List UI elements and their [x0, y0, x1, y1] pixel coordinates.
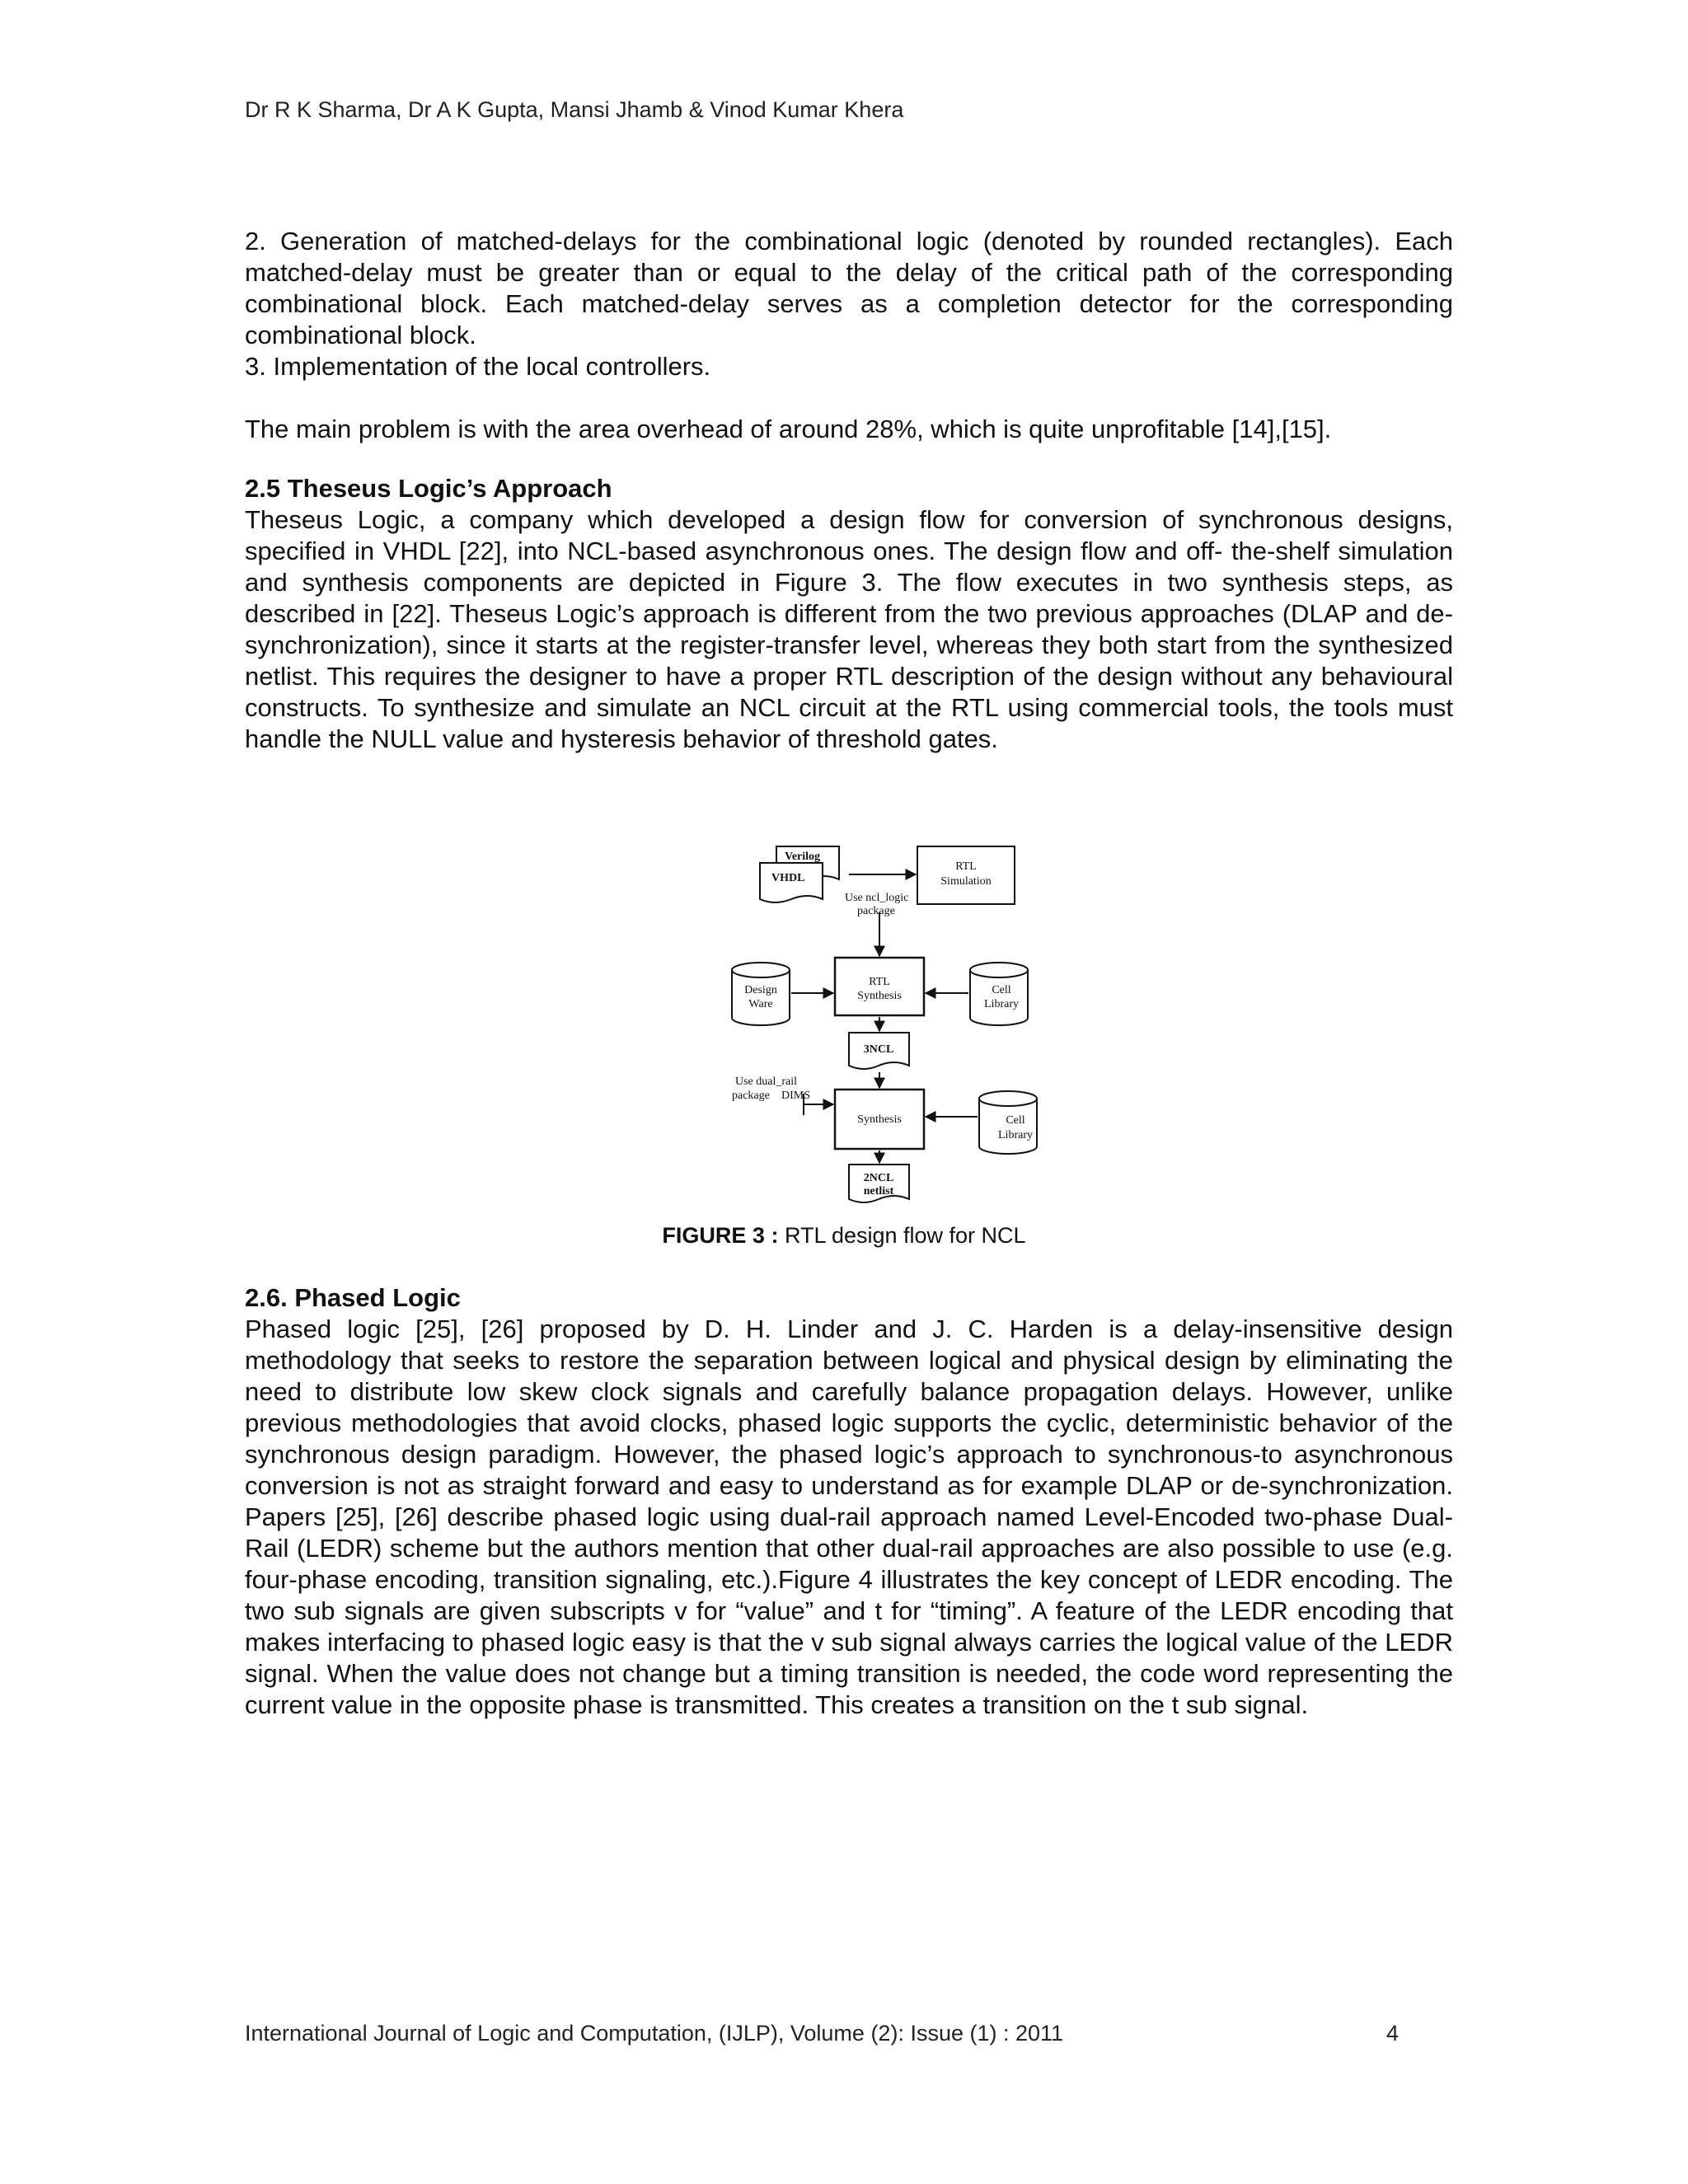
cell-library-a-label-2: Library: [984, 998, 1019, 1010]
figure-caption: [0, 1223, 1688, 1249]
rtl-synthesis-label-2: Synthesis: [857, 990, 902, 1002]
section-paragraph: Theseus Logic, a company which developed a design flow for conversion of synchronous designs, specified in VHDL [22], into NCL-based asynchronous ones. The design flow and off- the-shelf simulation and synthesis components are depicted in Figure 3. The flow executes in two synthesis steps, as described in [22]. Theseus Logic’s approach is different from the two previous approaches (DLAP and de-synchronization), since it starts at the register-transfer level, whereas they both start from the synthesized netlist. This requires the designer to have a proper RTL description of the design without any behavioural constructs. To synthesize and simulate an NCL circuit at the RTL using commercial tools, the tools must handle the NULL value and hysteresis behavior of threshold gates.: [245, 505, 1453, 753]
cell-library-a-label-1: Cell: [992, 984, 1011, 996]
vhdl-label: VHDL: [771, 872, 805, 884]
use-dual-rail-label-2: package: [732, 1090, 770, 1102]
use-dual-rail-label-1: Use dual_rail: [735, 1076, 798, 1088]
rtl-simulation-label-1: RTL: [955, 860, 977, 873]
use-ncl-label-1: Use ncl_logic: [845, 892, 909, 904]
figure-caption-label: FIGURE 3 :: [662, 1223, 779, 1248]
use-ncl-label-2: package: [857, 905, 895, 917]
ncl2-label-2: netlist: [863, 1185, 894, 1197]
ncl2-label-1: 2NCL: [863, 1172, 894, 1184]
list-item-2: 2. Generation of matched-delays for the combinational logic (denoted by rounded rectangles). Each matched-delay must be greater than or equal to the delay of the critical path of the corresponding combinational block. Each matched-delay serves as a completion detector for the corresponding combinational block.: [245, 227, 1453, 349]
list-item-3: 3. Implementation of the local controllers.: [245, 352, 711, 381]
design-ware-label-1: Design: [744, 984, 777, 996]
rtl-synthesis-label-1: RTL: [869, 976, 890, 988]
cell-library-b-label-1: Cell: [1006, 1114, 1025, 1127]
section-2-5: [245, 473, 1453, 755]
design-ware-label-2: Ware: [748, 998, 773, 1010]
dims-label: DIMS: [781, 1090, 811, 1102]
problem-paragraph: The main problem is with the area overhead of around 28%, which is quite unprofitable [14],[15].: [245, 415, 1332, 443]
rtl-simulation-label-2: Simulation: [940, 875, 992, 888]
journal-footer: International Journal of Logic and Computation, (IJLP), Volume (2): Issue (1) : 2011: [245, 2021, 1064, 2046]
section-paragraph: Phased logic [25], [26] proposed by D. H. Linder and J. C. Harden is a delay-insensitive design methodology that seeks to restore the separation between logical and physical design by eliminating the need to distribute low skew clock signals and carefully balance propagation delays. However, unlike previous methodologies that avoid clocks, phased logic supports the cyclic, deterministic behavior of the synchronous design paradigm. However, the phased logic’s approach to synchronous-to asynchronous conversion is not as straight forward and easy to understand as for example DLAP or de-synchronization. Papers [25], [26] describe phased logic using dual-rail approach named Level-Encoded two-phase Dual-Rail (LEDR) scheme but the authors mention that other dual-rail approaches are also possible to use (e.g. four-phase encoding, transition signaling, etc.).Figure 4 illustrates the key concept of LEDR encoding. The two sub signals are given subscripts v for “value” and t for “timing”. A feature of the LEDR encoding that makes interfacing to phased logic easy is that the v sub signal always carries the logical value of the LEDR signal. When the value does not change but a timing transition is needed, the code word representing the current value in the opposite phase is transmitted. This creates a transition on the t sub signal.: [245, 1315, 1453, 1719]
cell-library-b-label-2: Library: [998, 1129, 1033, 1141]
page-number: 4: [1386, 2021, 1400, 2046]
verilog-label: Verilog: [785, 851, 821, 863]
section-heading: 2.5 Theseus Logic’s Approach: [245, 474, 612, 503]
ncl3-label: 3NCL: [863, 1043, 894, 1056]
section-2-6: [245, 1282, 1453, 1721]
running-header: Dr R K Sharma, Dr A K Gupta, Mansi Jhamb & Vinod Kumar Khera: [245, 97, 904, 122]
intro-text: [245, 226, 1453, 445]
synthesis-label: Synthesis: [857, 1113, 902, 1126]
figure-3-diagram: [717, 837, 1047, 1207]
section-heading: 2.6. Phased Logic: [245, 1283, 461, 1312]
figure-caption-text: RTL design flow for NCL: [778, 1223, 1026, 1248]
